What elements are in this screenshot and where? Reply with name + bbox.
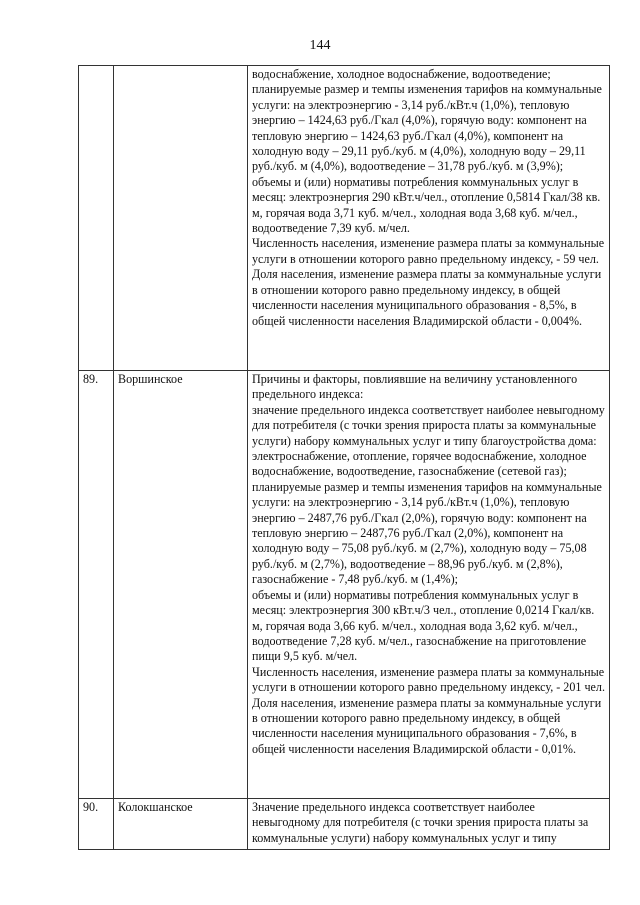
- page-number: 144: [309, 38, 331, 53]
- row-number: 89.: [79, 371, 114, 799]
- paragraph: водоснабжение, холодное водоснабжение, водоотведение;: [252, 67, 551, 81]
- table-row: [79, 371, 610, 799]
- paragraph: Численность населения, изменение размера платы за коммунальные услуги в отношении которого равно предельному индексу, - 201 чел.: [252, 664, 605, 695]
- paragraph: Значение предельного индекса соответствует наиболее невыгодному для потребителя (с точки зрения прироста платы за коммунальные услуги) набору коммунальных услуг и типу: [252, 800, 589, 845]
- table-row: [79, 66, 610, 371]
- paragraph: планируемые размер и темпы изменения тарифов на коммунальные услуги: на электроэнергию - 3,14 руб./кВт.ч (1,0%), тепловую энергию – 1424,63 руб./Гкал (4,0%), горячую воду: компонент на тепловую энергию – 1424,63 руб./Гкал (4,0%), компонент на холодную воду – 29,11 руб./куб. м (4,0%), холодную воду – 29,11 руб./куб. м (4,0%), водоотведение – 31,78 руб./куб. м (3,9%);: [252, 82, 602, 174]
- paragraph: Причины и факторы, повлиявшие на величину установленного предельного индекса:: [252, 372, 578, 402]
- paragraph: объемы и (или) нормативы потребления коммунальных услуг в месяц: электроэнергия 300 кВт.ч/3 чел., отопление 0,0214 Гкал/кв. м, горячая вода 3,66 куб. м/чел., холодная вода 3,62 куб. м/чел., водоотведение 7,28 куб. м/чел., газоснабжение на приготовление пищи 9,5 куб. м/чел.: [252, 587, 595, 664]
- row-description: [248, 799, 610, 850]
- paragraph: Доля населения, изменение размера платы за коммунальные услуги в отношении которого равно предельному индексу, в общей численности населения муниципального образования - 8,5%, в общей численности населения Владимирской области - 0,004%.: [252, 267, 602, 328]
- paragraph: Доля населения, изменение размера платы за коммунальные услуги в отношении которого равно предельному индексу, в общей численности населения муниципального образования - 7,6%, в общей численности населения Владимирской области - 0,01%.: [252, 695, 602, 756]
- table-row: [79, 799, 610, 850]
- paragraph: Численность населения, изменение размера платы за коммунальные услуги в отношении которого равно предельному индексу, - 59 чел.: [252, 236, 605, 266]
- municipality-name: Воршинское: [114, 371, 248, 799]
- paragraph: объемы и (или) нормативы потребления коммунальных услуг в месяц: электроэнергия 290 кВт.ч/чел., отопление 0,5814 Гкал/38 кв. м, горячая вода 3,71 куб. м/чел., холодная вода 3,68 куб. м/чел., водоотведение 7,39 куб. м/чел.: [252, 174, 601, 236]
- municipality-name: Колокшанское: [114, 799, 248, 850]
- row-description: [248, 371, 610, 799]
- municipal-index-table: [78, 65, 610, 850]
- row-number: [79, 66, 114, 371]
- paragraph: значение предельного индекса соответствует наиболее невыгодному для потребителя (с точки зрения прироста платы за коммунальные услуги) набору коммунальных услуг и типу благоустройства дома: электроснабжение, отопление, горячее водоснабжение, холодное водоснабжение, водоотведение, газоснабжение (сетевой газ);: [252, 402, 605, 479]
- paragraph: планируемые размер и темпы изменения тарифов на коммунальные услуги: на электроэнергию - 3,14 руб./кВт.ч (1,0%), тепловую энергию – 2487,76 руб./Гкал (2,0%), горячую воду: компонент на тепловую энергию – 2487,76 руб./Гкал (2,0%), компонент на холодную воду – 75,08 руб./куб. м (2,7%), холодную воду – 75,08 руб./куб. м (2,7%), водоотведение – 88,96 руб./куб. м (2,8%), газоснабжение - 7,48 руб./куб. м (1,4%);: [252, 479, 602, 587]
- municipality-name: [114, 66, 248, 371]
- row-number: 90.: [79, 799, 114, 850]
- row-description: [248, 66, 610, 371]
